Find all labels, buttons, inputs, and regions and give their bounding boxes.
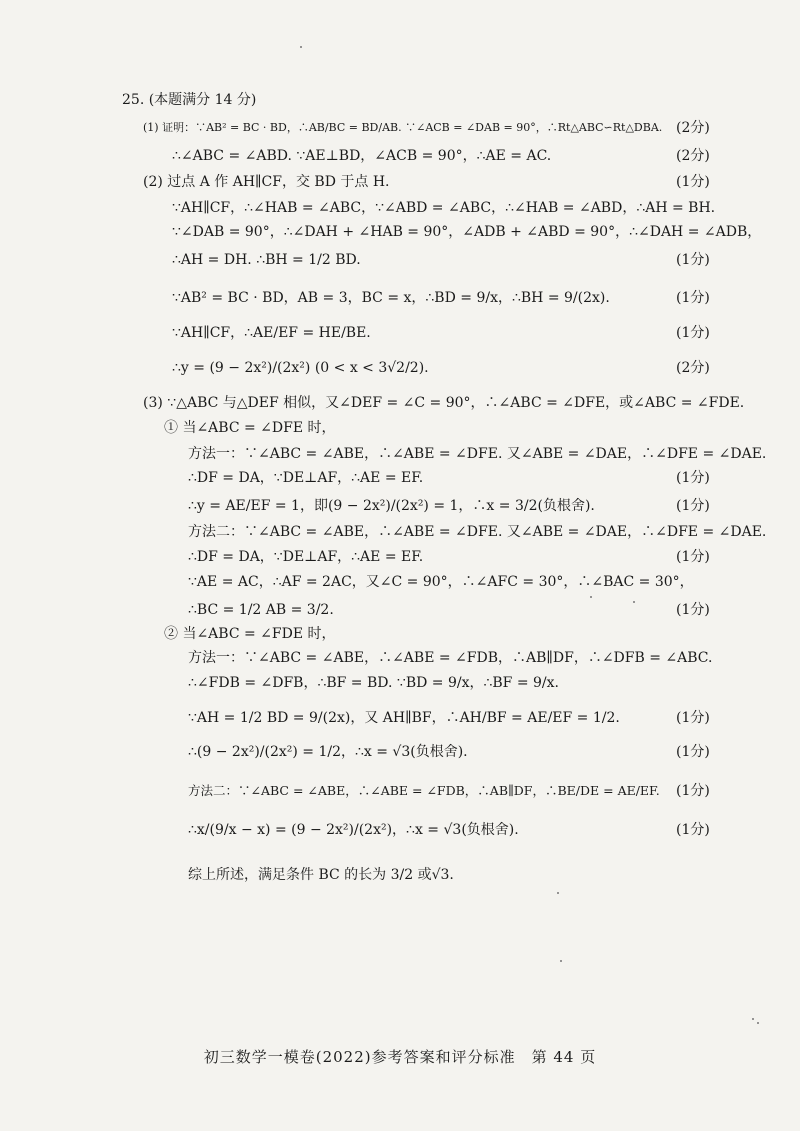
line-text: ∵∠DAB = 90°，∴∠DAH + ∠HAB = 90°，∠ADB + ∠ABD = 90°，∴∠DAH = ∠ADB， <box>172 224 762 240</box>
score-label: (2分) <box>676 120 710 136</box>
line-text: 方法一：∵∠ABC = ∠ABE，∴∠ABE = ∠FDB，∴AB∥DF，∴∠DFB = ∠ABC. <box>188 650 713 666</box>
text-line <box>0 858 800 892</box>
scan-speck <box>557 892 559 894</box>
score-label: (1分) <box>676 290 710 306</box>
scan-speck <box>757 1022 759 1024</box>
score-label: (1分) <box>676 783 710 799</box>
text-line <box>0 735 800 769</box>
score-label: (2分) <box>676 360 710 376</box>
score-label: (1分) <box>676 549 710 565</box>
line-text: ∴(9 − 2x²)/(2x²) = 1/2，∴x = √3(负根舍). <box>188 744 468 760</box>
scan-speck <box>633 601 635 603</box>
line-text: 方法二：∵∠ABC = ∠ABE，∴∠ABE = ∠FDB，∴AB∥DF，∴BE/DE = AE/EF. <box>188 783 660 798</box>
score-label: (1分) <box>676 325 710 341</box>
text-line <box>0 351 800 385</box>
text-line <box>0 774 800 808</box>
line-text: (1) 证明：∵AB² = BC · BD，∴AB/BC = BD/AB. ∵∠ACB = ∠DAB = 90°，∴Rt△ABC∽Rt△DBA. <box>143 121 663 134</box>
line-text: ∴DF = DA，∵DE⊥AF，∴AE = EF. <box>188 549 424 565</box>
page-footer: 初三数学一模卷(2022)参考答案和评分标准 第 44 页 <box>203 1048 597 1066</box>
text-line <box>0 316 800 350</box>
text-line <box>0 701 800 735</box>
line-text: ∵AE = AC，∴AF = 2AC，又∠C = 90°，∴∠AFC = 30°，∴∠BAC = 30°， <box>188 574 694 590</box>
score-label: (1分) <box>676 470 710 486</box>
score-label: (1分) <box>676 822 710 838</box>
scan-speck <box>590 596 592 598</box>
line-text: ∵AH = 1/2 BD = 9/(2x)，又 AH∥BF，∴AH/BF = AE/EF = 1/2. <box>188 710 620 726</box>
line-text: ∵AH∥CF，∴AE/EF = HE/BE. <box>172 325 371 341</box>
line-text: ∵AH∥CF，∴∠HAB = ∠ABC，∵∠ABD = ∠ABC，∴∠HAB = ∠ABD，∴AH = BH. <box>172 200 716 216</box>
line-text: (2) 过点 A 作 AH∥CF，交 BD 于点 H. <box>143 174 390 190</box>
line-text: ∴y = AE/EF = 1，即(9 − 2x²)/(2x²) = 1，∴x = 3/2(负根舍). <box>188 498 595 514</box>
text-line <box>0 813 800 847</box>
score-label: (1分) <box>676 710 710 726</box>
line-text: ∴x/(9/x − x) = (9 − 2x²)/(2x²)，∴x = √3(负根舍). <box>188 822 519 838</box>
case-heading: ① 当∠ABC = ∠DFE 时， <box>164 420 336 436</box>
line-text: (3) ∵△ABC 与△DEF 相似，又∠DEF = ∠C = 90°，∴∠ABC = ∠DFE，或∠ABC = ∠FDE. <box>143 395 745 411</box>
score-label: (1分) <box>676 498 710 514</box>
line-text: ∵AB² = BC · BD，AB = 3，BC = x，∴BD = 9/x，∴BH = 9/(2x). <box>172 290 610 306</box>
line-text: 方法二：∵∠ABC = ∠ABE，∴∠ABE = ∠DFE. 又∠ABE = ∠DAE，∴∠DFE = ∠DAE. <box>188 524 767 540</box>
conclusion-text: 综上所述，满足条件 BC 的长为 3/2 或√3. <box>188 867 454 883</box>
line-text: ∴y = (9 − 2x²)/(2x²) (0 < x < 3√2/2). <box>172 360 429 376</box>
scan-speck <box>752 1018 754 1020</box>
text-line <box>0 281 800 315</box>
score-label: (1分) <box>676 252 710 268</box>
line-text: ∴∠FDB = ∠DFB，∴BF = BD. ∵BD = 9/x，∴BF = 9/x. <box>188 675 559 691</box>
score-label: (2分) <box>676 148 710 164</box>
problem-heading: 25. (本题满分 14 分) <box>122 92 257 108</box>
text-line <box>0 666 800 700</box>
score-label: (1分) <box>676 602 710 618</box>
line-text: ∴DF = DA，∵DE⊥AF，∴AE = EF. <box>188 470 424 486</box>
score-label: (1分) <box>676 174 710 190</box>
line-text: ∴AH = DH. ∴BH = 1/2 BD. <box>172 252 361 268</box>
case-heading: ② 当∠ABC = ∠FDE 时， <box>164 626 336 642</box>
line-text: ∴BC = 1/2 AB = 3/2. <box>188 602 334 618</box>
scan-speck <box>560 960 562 962</box>
text-line <box>0 243 800 277</box>
score-label: (1分) <box>676 744 710 760</box>
scan-speck <box>300 46 302 48</box>
line-text: ∴∠ABC = ∠ABD. ∵AE⊥BD，∠ACB = 90°，∴AE = AC. <box>172 148 552 164</box>
line-text: 方法一：∵∠ABC = ∠ABE，∴∠ABE = ∠DFE. 又∠ABE = ∠DAE，∴∠DFE = ∠DAE. <box>188 446 767 462</box>
